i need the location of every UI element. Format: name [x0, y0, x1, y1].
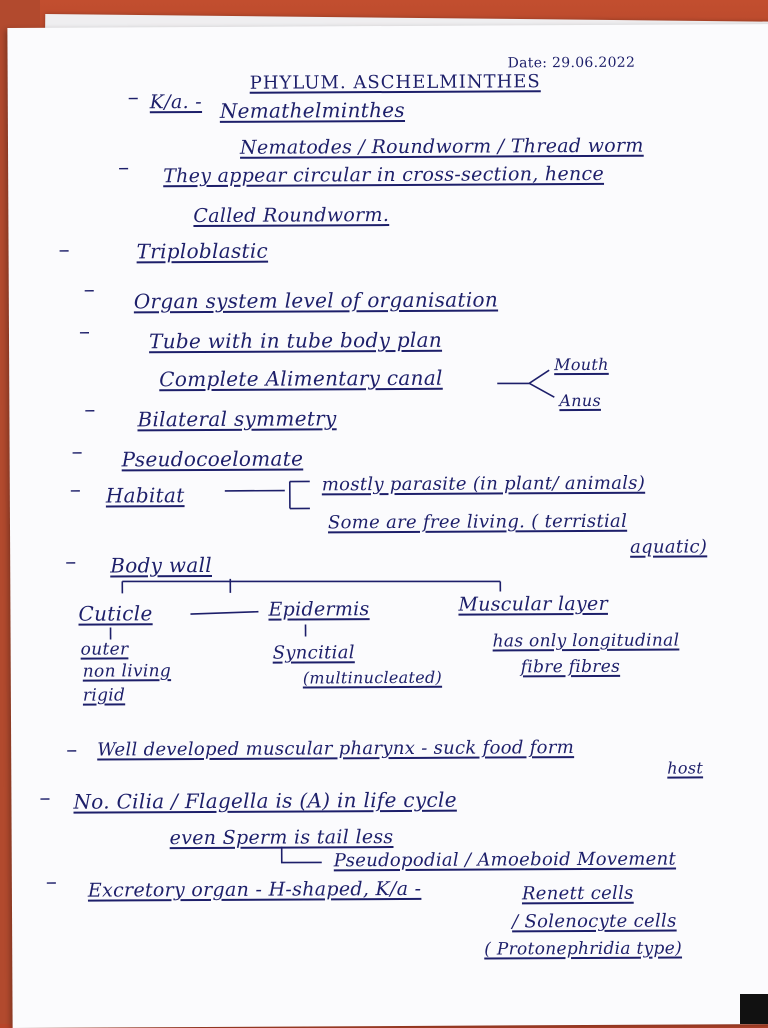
- sperm-line: even Sperm is tail less: [170, 826, 394, 849]
- feature-tube-plan: Tube with in tube body plan: [149, 328, 442, 354]
- muscular-desc-fibres: fibre fibres: [521, 657, 620, 678]
- alimentary-canal: Complete Alimentary canal: [159, 366, 443, 391]
- habitat-free-living: Some are free living. ( terristial: [328, 511, 627, 534]
- ka-value: Nemathelminthes: [220, 98, 405, 123]
- bullet-dash: –: [72, 440, 83, 465]
- muscular-desc-longitudinal: has only longitudinal: [493, 631, 680, 652]
- notebook-page: [7, 24, 768, 1028]
- habitat-parasite: mostly parasite (in plant/ animals): [322, 473, 645, 496]
- alimentary-branch-mark: [497, 370, 554, 397]
- page-title: PHYLUM. ASCHELMINTHES: [250, 71, 541, 94]
- excretory-line: Excretory organ - H-shaped, K/a -: [88, 878, 422, 902]
- body-wall-label: Body wall: [110, 553, 212, 578]
- excretory-protonephridia: ( Protonephridia type): [484, 939, 682, 960]
- pharynx-host: host: [667, 758, 703, 777]
- feature-bilateral: Bilateral symmetry: [137, 406, 336, 431]
- body-wall-tree: [122, 577, 500, 593]
- cuticle-label: Cuticle: [78, 601, 152, 625]
- cuticle-epidermis-arrow: [190, 612, 258, 614]
- bullet-dash: –: [128, 85, 139, 110]
- alimentary-mouth: Mouth: [554, 355, 609, 374]
- feature-pseudocoelomate: Pseudocoelomate: [122, 446, 304, 471]
- alimentary-anus: Anus: [559, 391, 601, 410]
- epidermis-desc-syncitial: Syncitial: [273, 642, 355, 663]
- bullet-dash: –: [84, 278, 95, 303]
- ka-alternatives: Nematodes / Roundworm / Thread worm: [240, 135, 644, 159]
- date-label: Date: 29.06.2022: [508, 55, 636, 72]
- muscular-label: Muscular layer: [458, 593, 608, 616]
- habitat-bracket: [225, 481, 310, 508]
- ka-label: K/a. -: [150, 91, 202, 113]
- bullet-dash: –: [84, 398, 95, 423]
- cuticle-desc-nonliving: non living: [83, 661, 171, 681]
- excretory-solenocyte: / Solenocyte cells: [512, 911, 677, 933]
- cuticle-desc-outer: outer: [81, 639, 129, 659]
- feature-organ-system: Organ system level of organisation: [134, 287, 498, 313]
- cilia-line: No. Cilia / Flagella is (A) in life cycle: [73, 788, 456, 814]
- epidermis-desc-multinucleated: (multinucleated): [303, 668, 442, 688]
- bullet-dash: –: [70, 478, 81, 503]
- feature-triploblastic: Triploblastic: [136, 239, 268, 264]
- excretory-renett: Renett cells: [522, 883, 634, 905]
- habitat-label: Habitat: [106, 483, 185, 507]
- pseudopodial-arrow: [282, 846, 322, 862]
- bullet-dash: –: [39, 786, 50, 811]
- pseudopodial-line: Pseudopodial / Amoeboid Movement: [334, 849, 676, 872]
- appear-line-1: They appear circular in cross-section, hence: [163, 163, 604, 187]
- corner-shadow: [740, 994, 768, 1024]
- cuticle-desc-rigid: rigid: [83, 685, 125, 705]
- appear-line-2: Called Roundworm.: [193, 204, 389, 227]
- bullet-dash: –: [58, 238, 69, 263]
- bullet-dash: –: [118, 155, 129, 180]
- habitat-aquatic: aquatic): [630, 536, 707, 557]
- bullet-dash: –: [79, 320, 90, 345]
- epidermis-label: Epidermis: [268, 598, 369, 621]
- bullet-dash: –: [46, 870, 57, 895]
- pharynx-line: Well developed muscular pharynx - suck food form: [97, 737, 574, 760]
- bullet-dash: –: [65, 550, 76, 575]
- bullet-dash: –: [66, 738, 77, 763]
